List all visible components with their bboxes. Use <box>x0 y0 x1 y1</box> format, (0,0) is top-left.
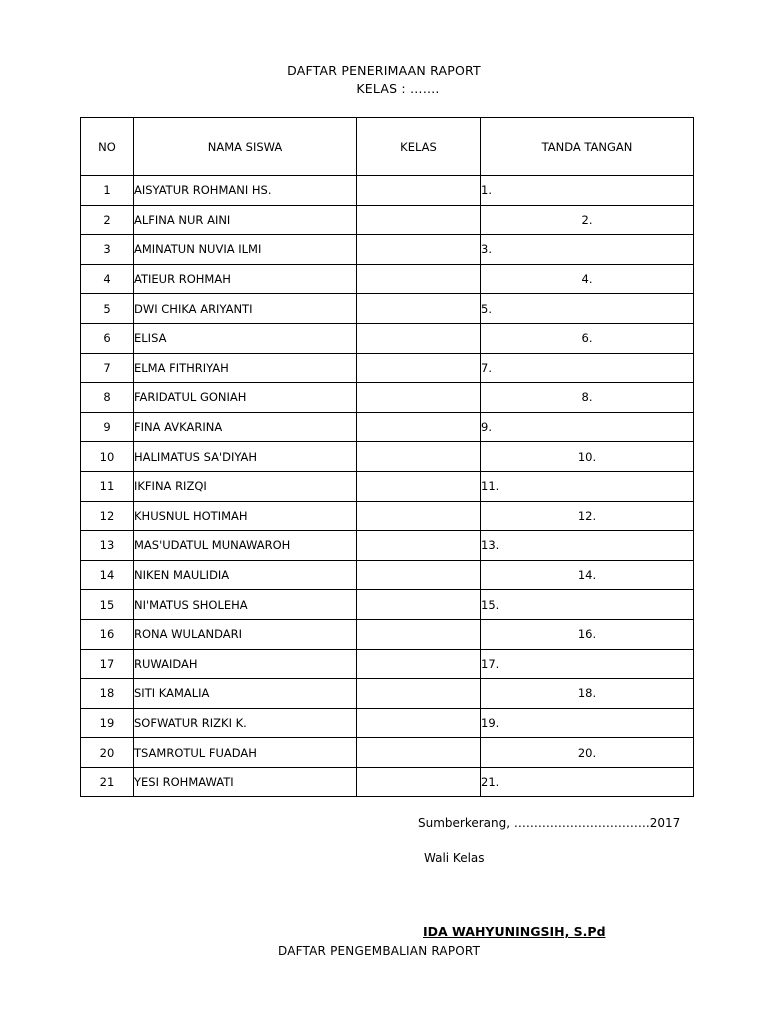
student-class <box>357 205 481 235</box>
student-name: FINA AVKARINA <box>134 412 357 442</box>
student-class <box>357 412 481 442</box>
student-class <box>357 235 481 265</box>
student-class <box>357 264 481 294</box>
row-number: 7 <box>81 353 134 383</box>
student-name: KHUSNUL HOTIMAH <box>134 501 357 531</box>
table-row <box>81 679 694 709</box>
student-name: DWI CHIKA ARIYANTI <box>134 294 357 324</box>
row-number: 4 <box>81 264 134 294</box>
header-name: NAMA SISWA <box>134 118 357 176</box>
row-number: 3 <box>81 235 134 265</box>
signature-cell: 10. <box>481 442 694 472</box>
signature-cell: 4. <box>481 264 694 294</box>
student-class <box>357 471 481 501</box>
signature-cell: 13. <box>481 531 694 561</box>
student-class <box>357 590 481 620</box>
class-line: KELAS : ……. <box>356 81 440 96</box>
student-name: HALIMATUS SA'DIYAH <box>134 442 357 472</box>
footer-title: DAFTAR PENGEMBALIAN RAPORT <box>278 944 481 958</box>
row-number: 19 <box>81 708 134 738</box>
signature-cell: 5. <box>481 294 694 324</box>
student-class <box>357 383 481 413</box>
signature-cell: 19. <box>481 708 694 738</box>
homeroom-teacher-label: Wali Kelas <box>424 851 485 865</box>
student-name: FARIDATUL GONIAH <box>134 383 357 413</box>
table-row <box>81 323 694 353</box>
student-name: AISYATUR ROHMANI HS. <box>134 176 357 206</box>
signature-cell: 18. <box>481 679 694 709</box>
signature-cell: 6. <box>481 323 694 353</box>
student-name: RONA WULANDARI <box>134 619 357 649</box>
row-number: 17 <box>81 649 134 679</box>
signature-cell: 20. <box>481 738 694 768</box>
signature-cell: 3. <box>481 235 694 265</box>
row-number: 15 <box>81 590 134 620</box>
student-class <box>357 442 481 472</box>
table-row <box>81 590 694 620</box>
table-row <box>81 738 694 768</box>
table-row <box>81 560 694 590</box>
row-number: 13 <box>81 531 134 561</box>
student-class <box>357 767 481 797</box>
signature-cell: 15. <box>481 590 694 620</box>
student-name: YESI ROHMAWATI <box>134 767 357 797</box>
student-name: MAS'UDATUL MUNAWAROH <box>134 531 357 561</box>
signature-cell: 17. <box>481 649 694 679</box>
student-name: SITI KAMALIA <box>134 679 357 709</box>
table-row <box>81 294 694 324</box>
table-row <box>81 471 694 501</box>
student-name: NI'MATUS SHOLEHA <box>134 590 357 620</box>
signature-cell: 12. <box>481 501 694 531</box>
table-row <box>81 235 694 265</box>
signature-cell: 16. <box>481 619 694 649</box>
signature-cell: 1. <box>481 176 694 206</box>
table-row <box>81 649 694 679</box>
student-name: ATIEUR ROHMAH <box>134 264 357 294</box>
signature-cell: 14. <box>481 560 694 590</box>
row-number: 6 <box>81 323 134 353</box>
row-number: 16 <box>81 619 134 649</box>
row-number: 1 <box>81 176 134 206</box>
signature-cell: 8. <box>481 383 694 413</box>
table-row <box>81 442 694 472</box>
table-row <box>81 412 694 442</box>
table-row <box>81 501 694 531</box>
table-row <box>81 708 694 738</box>
student-name: SOFWATUR RIZKI K. <box>134 708 357 738</box>
student-class <box>357 294 481 324</box>
signature-cell: 11. <box>481 471 694 501</box>
student-name: TSAMROTUL FUADAH <box>134 738 357 768</box>
row-number: 5 <box>81 294 134 324</box>
row-number: 10 <box>81 442 134 472</box>
student-class <box>357 738 481 768</box>
student-class <box>357 323 481 353</box>
row-number: 11 <box>81 471 134 501</box>
table-row <box>81 619 694 649</box>
student-name: IKFINA RIZQI <box>134 471 357 501</box>
student-class <box>357 619 481 649</box>
table-body <box>81 176 694 797</box>
student-class <box>357 501 481 531</box>
student-name: ELISA <box>134 323 357 353</box>
header-no: NO <box>81 118 134 176</box>
table-row <box>81 205 694 235</box>
student-class <box>357 649 481 679</box>
table-header-row <box>81 118 694 176</box>
row-number: 12 <box>81 501 134 531</box>
table-row <box>81 264 694 294</box>
student-class <box>357 531 481 561</box>
row-number: 21 <box>81 767 134 797</box>
student-name: AMINATUN NUVIA ILMI <box>134 235 357 265</box>
header-kelas: KELAS <box>357 118 481 176</box>
student-class <box>357 679 481 709</box>
row-number: 2 <box>81 205 134 235</box>
table-row <box>81 767 694 797</box>
row-number: 14 <box>81 560 134 590</box>
row-number: 8 <box>81 383 134 413</box>
student-name: RUWAIDAH <box>134 649 357 679</box>
student-name: ELMA FITHRIYAH <box>134 353 357 383</box>
signature-cell: 7. <box>481 353 694 383</box>
student-name: ALFINA NUR AINI <box>134 205 357 235</box>
student-name: NIKEN MAULIDIA <box>134 560 357 590</box>
student-class <box>357 560 481 590</box>
table-row <box>81 353 694 383</box>
teacher-name: IDA WAHYUNINGSIH, S.Pd <box>423 924 606 939</box>
row-number: 9 <box>81 412 134 442</box>
document-title: DAFTAR PENERIMAAN RAPORT <box>287 63 481 78</box>
place-date: Sumberkerang, …………………………….2017 <box>418 816 681 830</box>
student-class <box>357 353 481 383</box>
row-number: 18 <box>81 679 134 709</box>
student-class <box>357 176 481 206</box>
table-row <box>81 176 694 206</box>
table-row <box>81 383 694 413</box>
row-number: 20 <box>81 738 134 768</box>
header-signature: TANDA TANGAN <box>481 118 694 176</box>
table-row <box>81 531 694 561</box>
student-roster-table <box>80 117 694 797</box>
signature-cell: 2. <box>481 205 694 235</box>
signature-cell: 9. <box>481 412 694 442</box>
student-class <box>357 708 481 738</box>
signature-cell: 21. <box>481 767 694 797</box>
